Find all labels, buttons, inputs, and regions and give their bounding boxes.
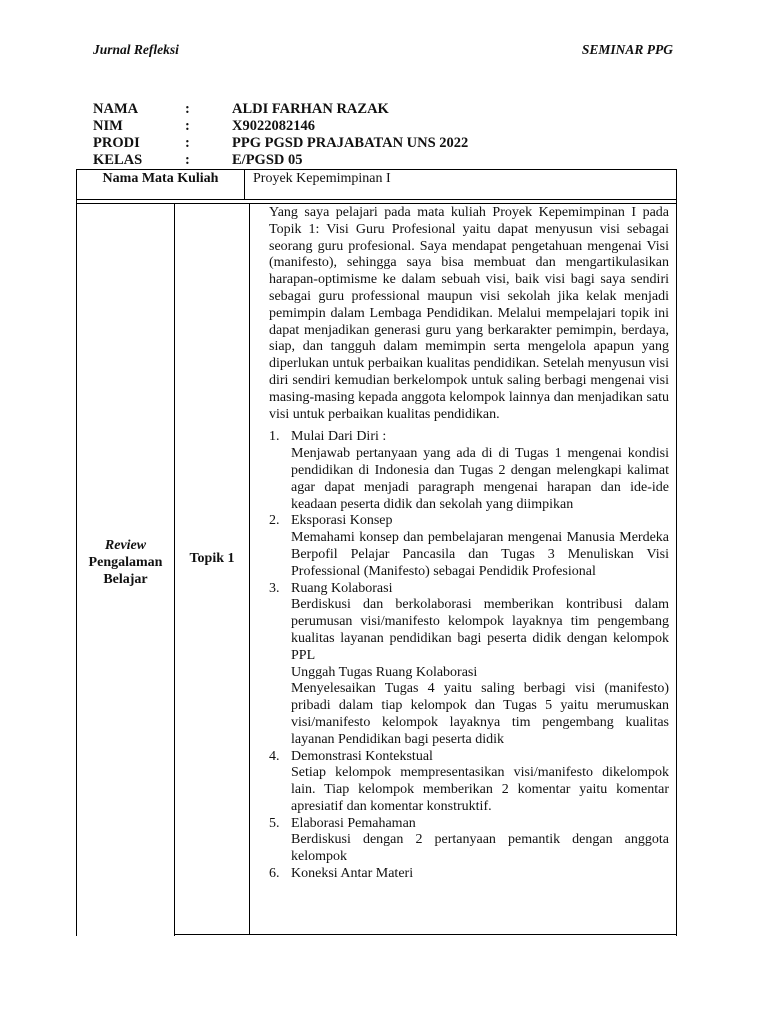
list-item — [269, 816, 669, 866]
identity-row-prodi — [93, 135, 468, 152]
list-item — [269, 513, 669, 580]
item-text: Setiap kelompok mempresentasikan visi/manifesto dikelompok lain. Tiap kelompok memberikan 2 komentar yaitu komentar apresiatif dan komentar konstruktif. — [291, 765, 669, 814]
item-title: Demonstrasi Kontekstual — [291, 748, 433, 764]
item-number: 3. — [269, 580, 280, 596]
column-divider — [249, 204, 250, 935]
item-text: Berdiskusi dengan 2 pertanyaan pemantik dengan anggota kelompok — [291, 832, 669, 865]
review-label-line: Pengalaman — [88, 555, 163, 570]
header-right: SEMINAR PPG — [581, 42, 673, 57]
item-number: 1. — [269, 429, 280, 445]
list-item — [269, 866, 669, 883]
activity-list — [269, 429, 669, 883]
reflection-table — [76, 169, 677, 936]
list-item — [269, 429, 669, 513]
item-number: 4. — [269, 748, 280, 764]
identity-key: NIM — [93, 118, 123, 134]
header-left: Jurnal Refleksi — [93, 42, 179, 57]
item-title: Elaborasi Pemahaman — [291, 815, 416, 831]
item-title: Koneksi Antar Materi — [291, 866, 414, 882]
list-item — [269, 749, 669, 816]
identity-key: NAMA — [93, 101, 139, 117]
review-label-line: Belajar — [103, 572, 148, 587]
list-item — [269, 581, 669, 749]
column-divider — [174, 204, 175, 936]
identity-row-nama — [93, 101, 468, 118]
course-row — [77, 170, 676, 200]
column-divider — [244, 170, 245, 199]
identity-block — [93, 101, 468, 169]
topic-label: Topik 1 — [189, 551, 235, 566]
item-number: 5. — [269, 815, 280, 831]
item-number: 6. — [269, 866, 280, 882]
course-value: Proyek Kepemimpinan I — [253, 171, 391, 186]
item-title: Eksporasi Konsep — [291, 513, 393, 529]
reflection-content — [269, 205, 669, 883]
identity-value: X9022082146 — [232, 118, 315, 134]
identity-row-nim — [93, 118, 468, 135]
identity-value: ALDI FARHAN RAZAK — [232, 101, 389, 117]
identity-value: E/PGSD 05 — [232, 152, 303, 168]
review-label-italic: Review — [104, 538, 147, 553]
review-label — [77, 537, 174, 588]
identity-key: KELAS — [93, 152, 143, 168]
course-label: Nama Mata Kuliah — [102, 171, 219, 186]
item-title: Mulai Dari Diri : — [291, 429, 387, 445]
spacer-row — [77, 200, 676, 204]
item-text: Menyelesaikan Tugas 4 yaitu saling berbagi visi (manifesto) pribadi dalam tiap kelompok dan Tugas 5 yaitu merumuskan visi/manifesto kelompok layaknya tim pengembang kualitas layanan Pendidikan bagi peserta didik — [291, 681, 669, 747]
identity-colon: : — [185, 101, 190, 117]
item-text: Unggah Tugas Ruang Kolaborasi — [291, 664, 478, 680]
item-number: 2. — [269, 513, 280, 529]
identity-key: PRODI — [93, 135, 140, 151]
identity-row-kelas — [93, 152, 468, 169]
cell-bottom-border — [174, 934, 676, 935]
identity-colon: : — [185, 135, 190, 151]
intro-paragraph: Yang saya pelajari pada mata kuliah Proyek Kepemimpinan I pada Topik 1: Visi Guru Profesional yaitu dapat menyusun visi sebagai seorang guru profesional. Saya mendapat pengetahuan mengenai Visi (manifesto), sehingga saya bisa membuat dan mengartikulasikan harapan-optimisme ke dalam sebuah visi, baik visi bagi saya sendiri sebagai guru professional maupun visi sekolah jika kelak menjadi pemimpin dalam Lembaga Pendidikan. Melalui mempelajari topik ini dapat menjadikan generasi guru yang berkarakter pemimpin, berdaya, siap, dan tangguh dalam memimpin serta mengelola apapun yang diperlukan untuk perbaikan kualitas pendidikan. Setelah menyusun visi diri sendiri kemudian berkelompok untuk saling berbagi mengenai visi masing-masing kepada anggota kelompok lainnya dan menjadikan satu visi untuk perbaikan kualitas pendidikan. — [269, 205, 669, 422]
identity-colon: : — [185, 118, 190, 134]
identity-colon: : — [185, 152, 190, 168]
item-text: Menjawab pertanyaan yang ada di di Tugas 1 mengenai kondisi pendidikan di Indonesia dan Tugas 2 dengan melengkapi kalimat agar dapat menjadi paragraph mengenai harapan dan ide-ide keadaan peserta didik dan sekolah yang diimpikan — [291, 446, 669, 512]
identity-value: PPG PGSD PRAJABATAN UNS 2022 — [232, 135, 469, 151]
item-text: Memahami konsep dan pembelajaran mengenai Manusia Merdeka Berpofil Pelajar Pancasila dan Tugas 3 Menuliskan Visi Professional (Manifesto) sebagai Pendidik Profesional — [291, 530, 669, 579]
item-title: Ruang Kolaborasi — [291, 580, 393, 596]
item-text: Berdiskusi dan berkolaborasi memberikan kontribusi dalam perumusan visi/manifesto kelompok layaknya tim pengembang kualitas layanan pendidikan bagi peserta didik dengan kelompok PPL — [291, 597, 669, 663]
